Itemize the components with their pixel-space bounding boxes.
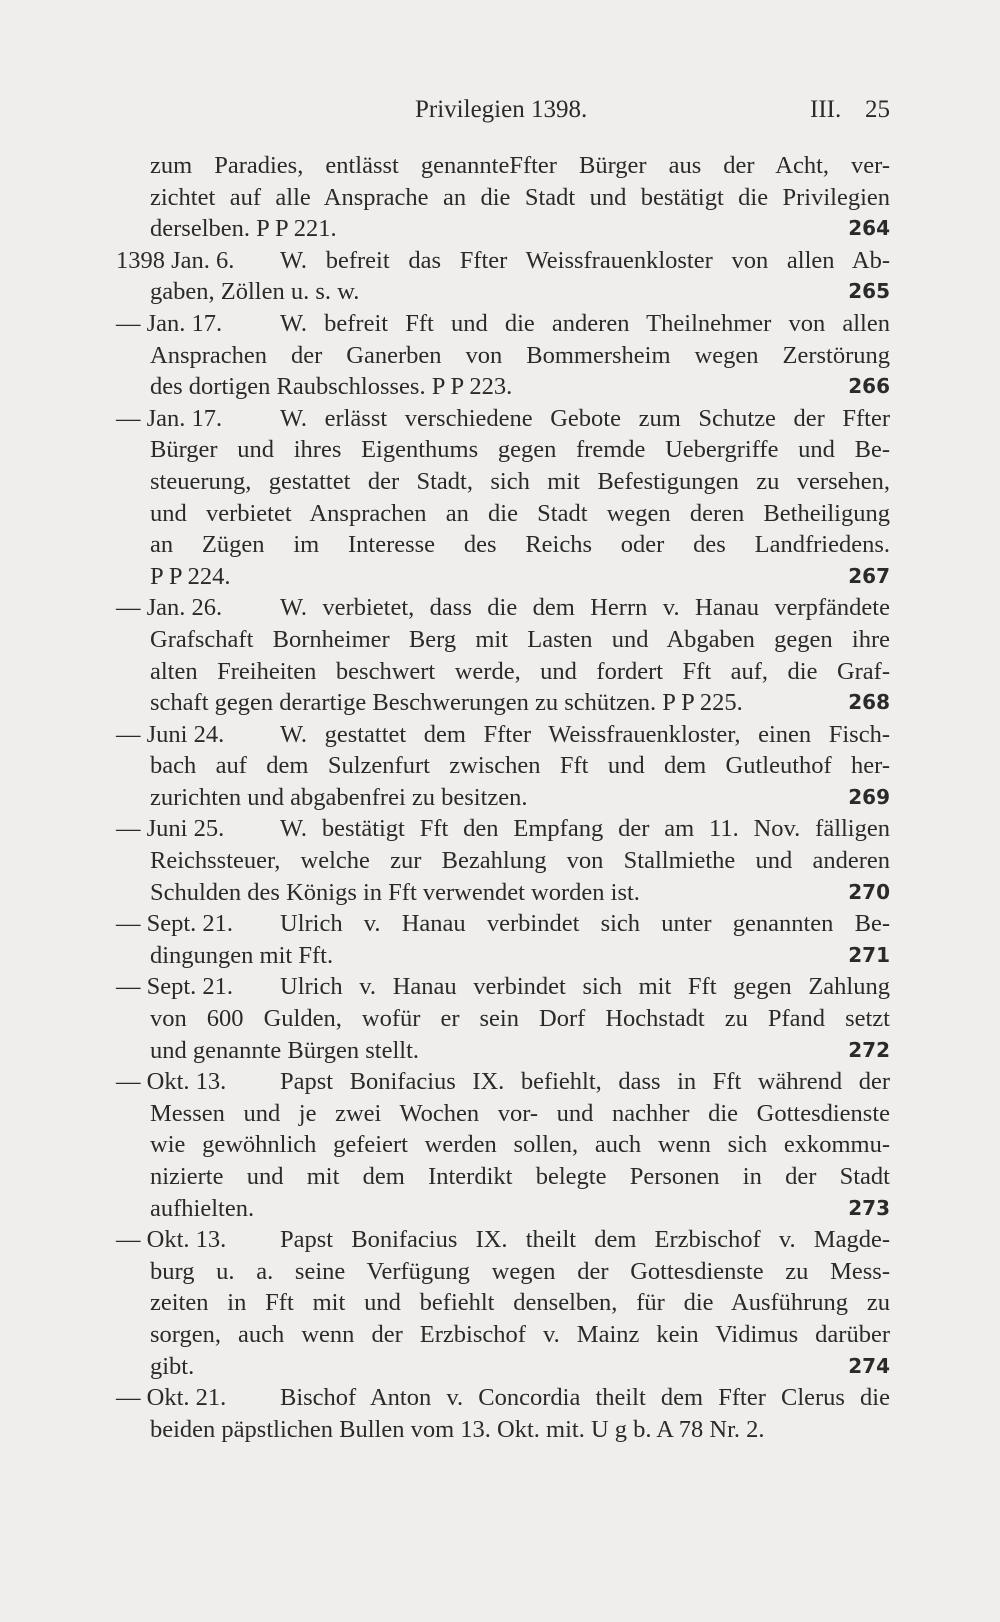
entry-line: gaben, Zöllen u. s. w.: [150, 278, 360, 306]
entry-line: gibt.: [150, 1352, 195, 1380]
entry-date: — Juni 24.: [116, 720, 225, 748]
entry-line: derselben. P P 221.: [150, 215, 337, 243]
register-entry: [116, 813, 890, 908]
entry-line: von 600 Gulden, wofür er sein Dorf Hochstadt zu Pfand setzt: [150, 1005, 890, 1033]
entry-line: W. befreit Fft und die anderen Theilnehmer von allen: [280, 309, 890, 337]
entry-line: W. bestätigt Fft den Empfang der am 11. Nov. fälligen: [280, 815, 890, 843]
entry-line: aufhielten.: [150, 1194, 255, 1222]
entry-line: W. befreit das Ffter Weissfrauenkloster von allen Ab-: [280, 246, 890, 274]
entry-line: sorgen, auch wenn der Erzbischof v. Mainz kein Vidimus darüber: [150, 1320, 890, 1348]
entry-line: zichtet auf alle Ansprache an die Stadt und bestätigt die Privilegien: [150, 183, 890, 211]
entry-line: W. verbietet, dass die dem Herrn v. Hanau verpfändete: [280, 594, 890, 622]
entry-line: zeiten in Fft mit und befiehlt denselben, für die Ausführung zu: [150, 1289, 890, 1317]
register-entry: [116, 308, 890, 403]
entry-date: — Okt. 13.: [116, 1068, 227, 1096]
entry-line: zum Paradies, entlässt genannteFfter Bürger aus der Acht, ver-: [150, 152, 890, 179]
entry-line: Ulrich v. Hanau verbindet sich mit Fft gegen Zahlung: [280, 973, 890, 1001]
entry-line: des dortigen Raubschlosses. P P 223.: [150, 373, 513, 401]
entry-line: W. gestattet dem Ffter Weissfrauenkloster, einen Fisch-: [280, 720, 890, 748]
register-entry: [116, 1066, 890, 1224]
entry-line: alten Freiheiten beschwert werde, und fordert Fft auf, die Graf-: [150, 657, 890, 685]
entry-line: beiden päpstlichen Bullen vom 13. Okt. mit. U g b. A 78 Nr. 2.: [150, 1415, 765, 1443]
register-entry: [116, 1382, 890, 1445]
register-entry: [116, 1224, 890, 1382]
register-entry: [116, 592, 890, 718]
entry-date: — Jan. 17.: [116, 309, 223, 337]
entry-line: schaft gegen derartige Beschwerungen zu schützen. P P 225.: [150, 689, 743, 717]
entry-number: 273: [848, 1195, 890, 1220]
entry-date: 1398 Jan. 6.: [116, 246, 235, 274]
entry-date: — Okt. 21.: [116, 1384, 227, 1412]
entry-line: und genannte Bürgen stellt.: [150, 1036, 419, 1064]
entry-number: 270: [848, 879, 890, 904]
entry-line: Ulrich v. Hanau verbindet sich unter genannten Be-: [280, 910, 890, 938]
entry-number: 272: [848, 1037, 890, 1062]
entry-line: W. erlässt verschiedene Gebote zum Schutze der Ffter: [280, 404, 890, 432]
entry-line: zurichten und abgabenfrei zu besitzen.: [150, 783, 528, 811]
entry-line: Ansprachen der Ganerben von Bommersheim wegen Zerstörung: [150, 341, 890, 369]
entry-number: 269: [848, 784, 890, 809]
register-entry: [116, 245, 890, 308]
entry-line: nizierte und mit dem Interdikt belegte Personen in der Stadt: [150, 1163, 890, 1190]
entry-line: bach auf dem Sulzenfurt zwischen Fft und dem Gutleuthof her-: [150, 752, 890, 780]
entry-line: Bischof Anton v. Concordia theilt dem Ffter Clerus die: [280, 1384, 890, 1412]
entry-line: Schulden des Königs in Fft verwendet worden ist.: [150, 878, 640, 906]
entry-number: 265: [848, 279, 890, 304]
running-header: [150, 96, 890, 136]
entry-date: — Juni 25.: [116, 815, 225, 843]
register-entry: [116, 719, 890, 814]
entry-line: an Zügen im Interesse des Reichs oder des Landfriedens.: [150, 531, 890, 559]
entry-line: steuerung, gestattet der Stadt, sich mit Befestigungen zu versehen,: [150, 467, 890, 495]
entry-date: — Okt. 13.: [116, 1226, 227, 1254]
entry-line: Grafschaft Bornheimer Berg mit Lasten und Abgaben gegen ihre: [150, 625, 890, 653]
entry-number: 274: [848, 1353, 890, 1378]
entry-line: und verbietet Ansprachen an die Stadt wegen deren Betheiligung: [150, 499, 890, 527]
entry-line: wie gewöhnlich gefeiert werden sollen, auch wenn sich exkommu-: [150, 1131, 890, 1159]
entry-number: 268: [848, 690, 890, 715]
entry-number: 264: [848, 216, 890, 241]
entry-number: 266: [848, 374, 890, 399]
entry-line: Bürger und ihres Eigenthums gegen fremde Uebergriffe und Be-: [150, 436, 890, 464]
page-number: 25: [865, 96, 890, 123]
header-part: III.: [810, 96, 842, 123]
entry-line: burg u. a. seine Verfügung wegen der Gottesdienste zu Mess-: [150, 1257, 890, 1285]
entry-number: 267: [848, 563, 890, 588]
register-entry: [150, 150, 890, 245]
entry-number: 271: [848, 942, 890, 967]
register-entry: [116, 971, 890, 1066]
entry-date: — Sept. 21.: [116, 973, 234, 1001]
entry-line: Reichssteuer, welche zur Bezahlung von Stallmiethe und anderen: [150, 847, 890, 875]
entry-date: — Jan. 17.: [116, 404, 223, 432]
register-entry: [116, 908, 890, 971]
entry-date: — Sept. 21.: [116, 910, 234, 938]
header-title: Privilegien 1398.: [415, 96, 588, 123]
entry-line: Papst Bonifacius IX. befiehlt, dass in Fft während der: [280, 1068, 890, 1096]
entry-line: Messen und je zwei Wochen vor- und nachher die Gottesdienste: [150, 1099, 890, 1127]
entry-line: P P 224.: [150, 562, 231, 590]
entry-line: Papst Bonifacius IX. theilt dem Erzbischof v. Magde-: [280, 1226, 890, 1254]
entry-date: — Jan. 26.: [116, 594, 223, 622]
entry-line: dingungen mit Fft.: [150, 941, 334, 969]
register-entries: [116, 150, 890, 1445]
register-entry: [116, 403, 890, 593]
